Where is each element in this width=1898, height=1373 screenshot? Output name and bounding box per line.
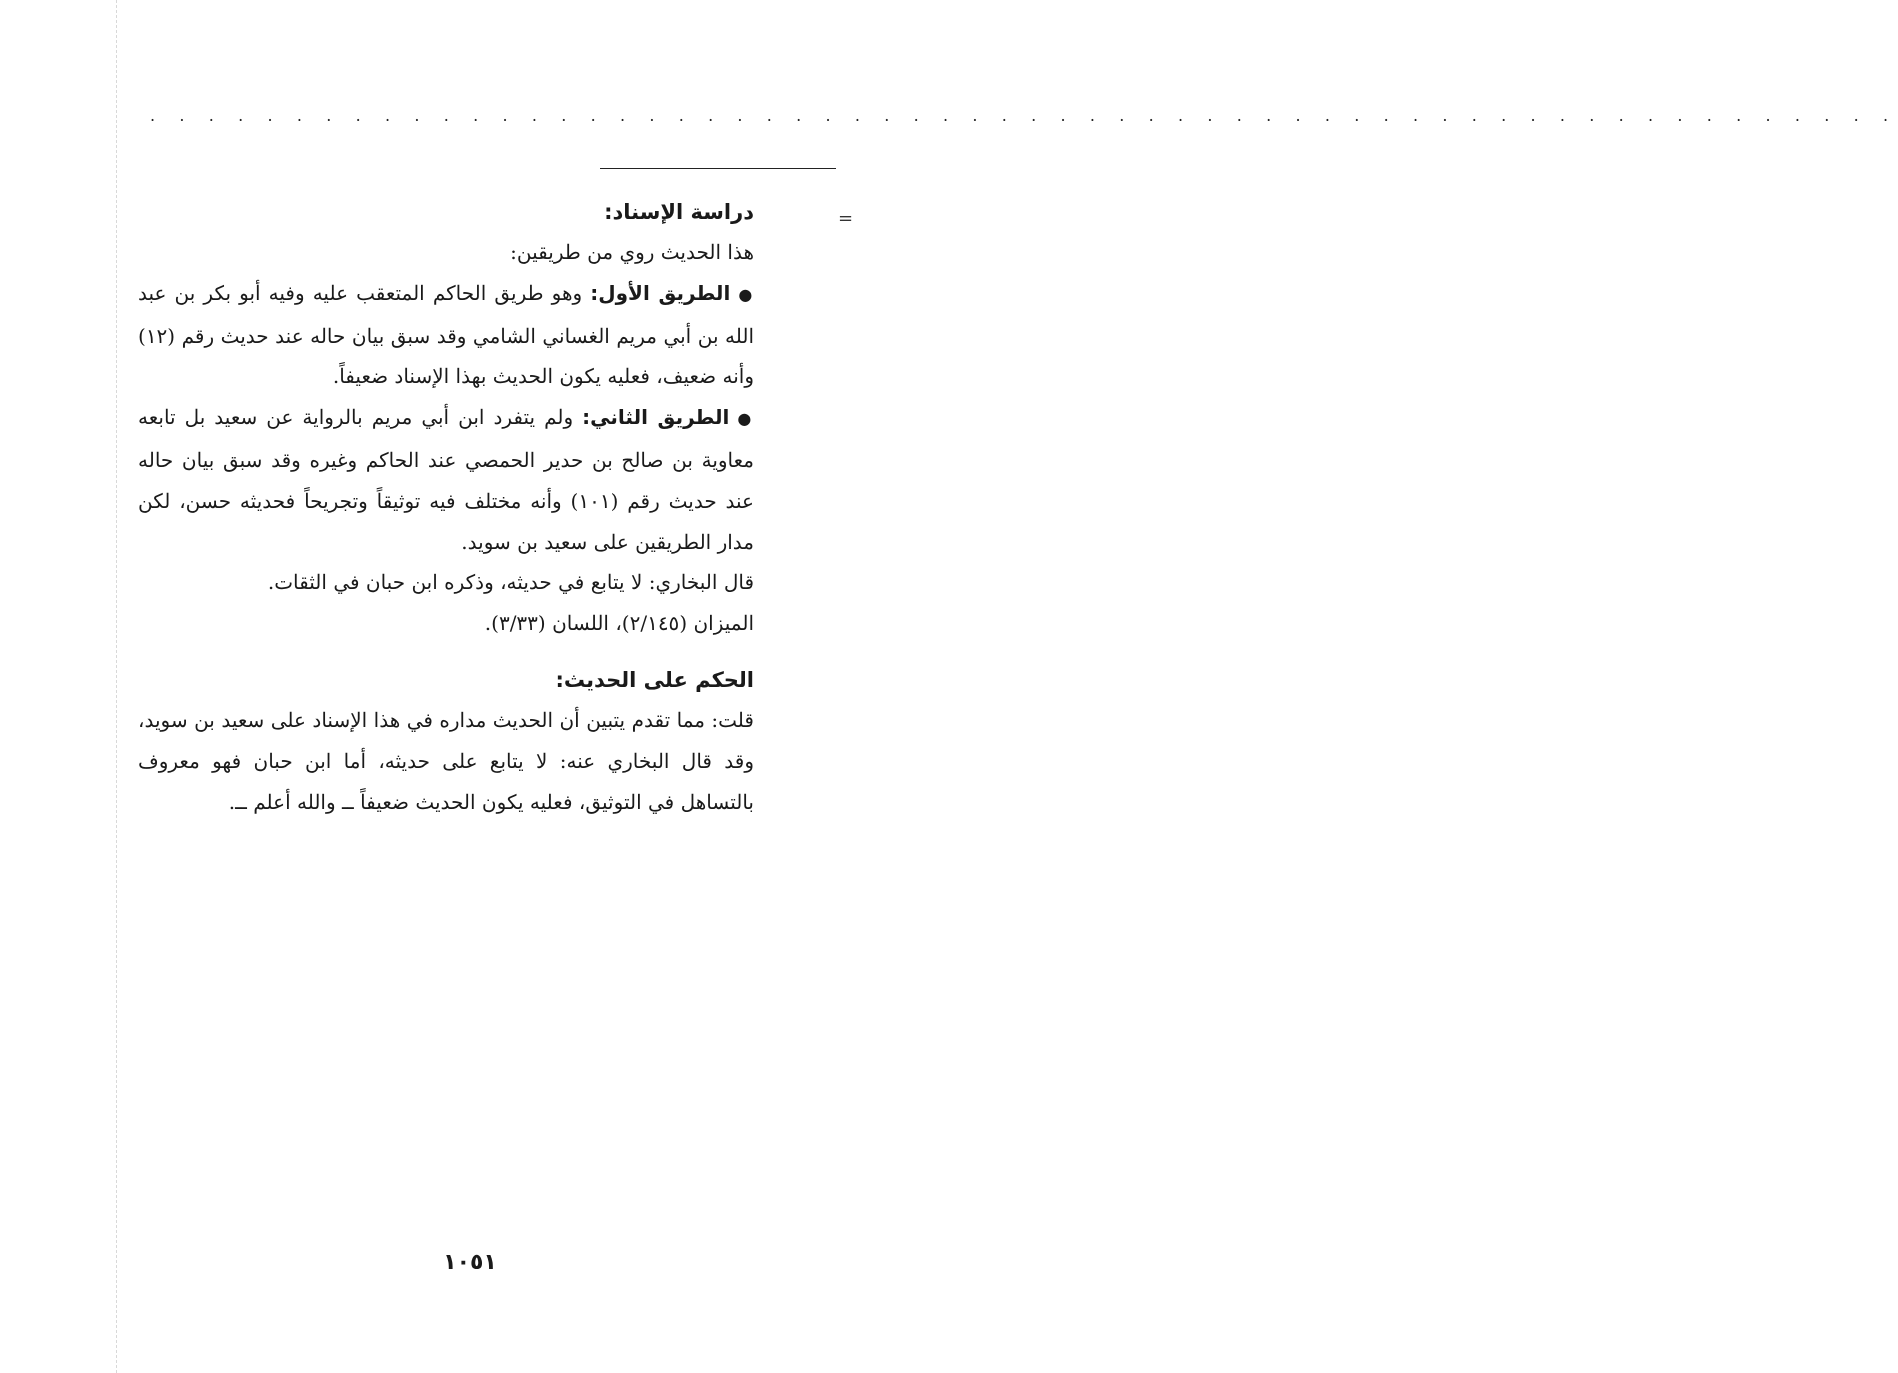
second-path-label: الطريق الثاني: <box>582 405 730 430</box>
bukhari-quote: قال البخاري: لا يتابع في حديثه، وذكره ابن حبان في الثقات. <box>267 570 754 595</box>
isnad-intro: هذا الحديث روي من طريقين: <box>510 240 754 264</box>
section-gap <box>138 644 754 660</box>
binding-edge-line <box>116 0 117 1373</box>
dotted-separator: . . . . . . . . . . . . . . . . . . . . . . . . . . . . . . . . . . . . . . . . . . . . . . . . . . . . . . . . . . . . <box>150 106 1898 125</box>
page-number: ١٠٥١ <box>443 1250 497 1275</box>
footnote-rule <box>600 168 836 169</box>
second-path-paragraph <box>138 397 754 562</box>
margin-mark: = <box>838 208 854 229</box>
ruling-paragraph: قلت: مما تقدم يتبين أن الحديث مداره في هذا الإسناد على سعيد بن سويد، وقد قال البخاري عنه: لا يتابع على حديثه، أما ابن حبان فهو معروف بالتساهل في التوثيق، فعليه يكون الحديث ضعيفاً ــ والله أعلم ــ. <box>138 707 754 814</box>
second-path-text: ولم يتفرد ابن أبي مريم بالرواية عن سعيد بل تابعه معاوية بن صالح بن حدير الحمصي عند الحاكم وغيره وقد سبق بيان حاله عند حديث رقم (١٠١) وأنه مختلف فيه توثيقاً وتجريحاً فحديثه حسن، لكن مدار الطريقين على سعيد بن سويد. <box>138 405 754 554</box>
first-path-text: وهو طريق الحاكم المتعقب عليه وفيه أبو بكر بن عبد الله بن أبي مريم الغساني الشامي وقد سبق بيان حاله عند حديث رقم (١٢) وأنه ضعيف، فعليه يكون الحديث بهذا الإسناد ضعيفاً. <box>138 280 754 389</box>
bullet-icon: ● <box>738 284 754 304</box>
references-line: الميزان (٢/١٤٥)، اللسان (٣/٣٣). <box>484 611 754 636</box>
first-path-paragraph <box>138 273 754 397</box>
ruling-heading: الحكم على الحديث: <box>555 667 754 692</box>
bullet-icon: ● <box>737 409 754 429</box>
first-path-label: الطريق الأول: <box>590 280 731 305</box>
page-body <box>138 192 754 822</box>
isnad-study-heading: دراسة الإسناد: <box>604 200 754 224</box>
